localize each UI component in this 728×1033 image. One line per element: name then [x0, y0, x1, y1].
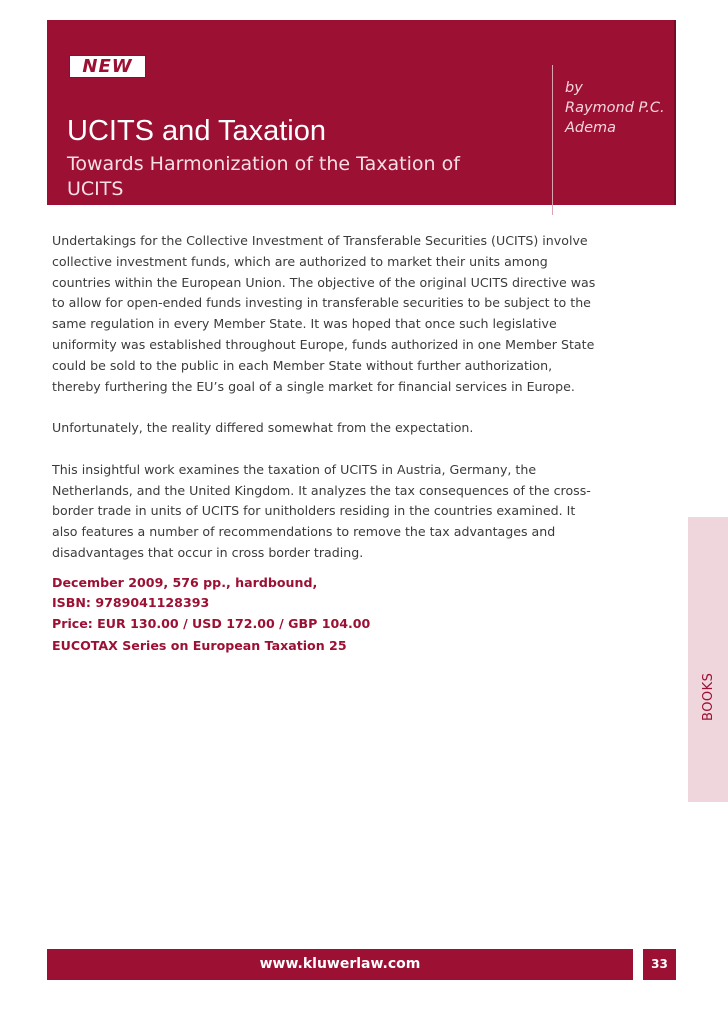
description — [52, 231, 600, 585]
book-title: UCITS and Taxation — [67, 115, 326, 147]
title-banner — [47, 20, 676, 205]
page-number: 33 — [643, 949, 676, 980]
book-subtitle: Towards Harmonization of the Taxation of UCITS — [67, 153, 460, 200]
footer-url[interactable]: www.kluwerlaw.com — [47, 949, 633, 980]
section-tab — [688, 517, 728, 802]
description-paragraph-1: Undertakings for the Collective Investment of Transferable Securities (UCITS) involve collective investment funds, which are authorized to market their units among countries within the European Union. The objective of the original UCITS directive was to allow for open-ended funds investing in transferable securities to be subject to the same regulation in every Member State. It was hoped that once such legislative uniformity was established throughout Europe, funds authorized in one Member State could be sold to the public in each Member State without further authorization, thereby furthering the EU’s goal of a single market for financial services in Europe. — [52, 233, 596, 394]
author-by: by — [565, 80, 583, 96]
publication-info: December 2009, 576 pp., hardbound, — [52, 575, 318, 590]
description-paragraph-3: This insightful work examines the taxation of UCITS in Austria, Germany, the Netherlands, and the United Kingdom. It analyzes the tax consequences of the cross-border trade in units of UCITS for unitholders residing in the countries examined. It also features a number of recommendations to remove the tax advantages and disadvantages that occur in cross border trading. — [52, 461, 591, 560]
new-badge: NEW — [69, 55, 146, 78]
series-name: EUCOTAX Series on European Taxation 25 — [52, 637, 347, 653]
description-paragraph-2: Unfortunately, the reality differed somewhat from the expectation. — [52, 420, 474, 436]
publication-details — [52, 573, 552, 656]
section-tab-label: BOOKS — [701, 672, 716, 722]
isbn: ISBN: 9789041128393 — [52, 595, 210, 611]
author-block — [565, 78, 715, 138]
author-name-line2: Adema — [565, 120, 617, 136]
banner-divider — [552, 65, 553, 215]
author-name-line1: Raymond P.C. — [565, 100, 665, 116]
price: Price: EUR 130.00 / USD 172.00 / GBP 104.00 — [52, 615, 371, 631]
